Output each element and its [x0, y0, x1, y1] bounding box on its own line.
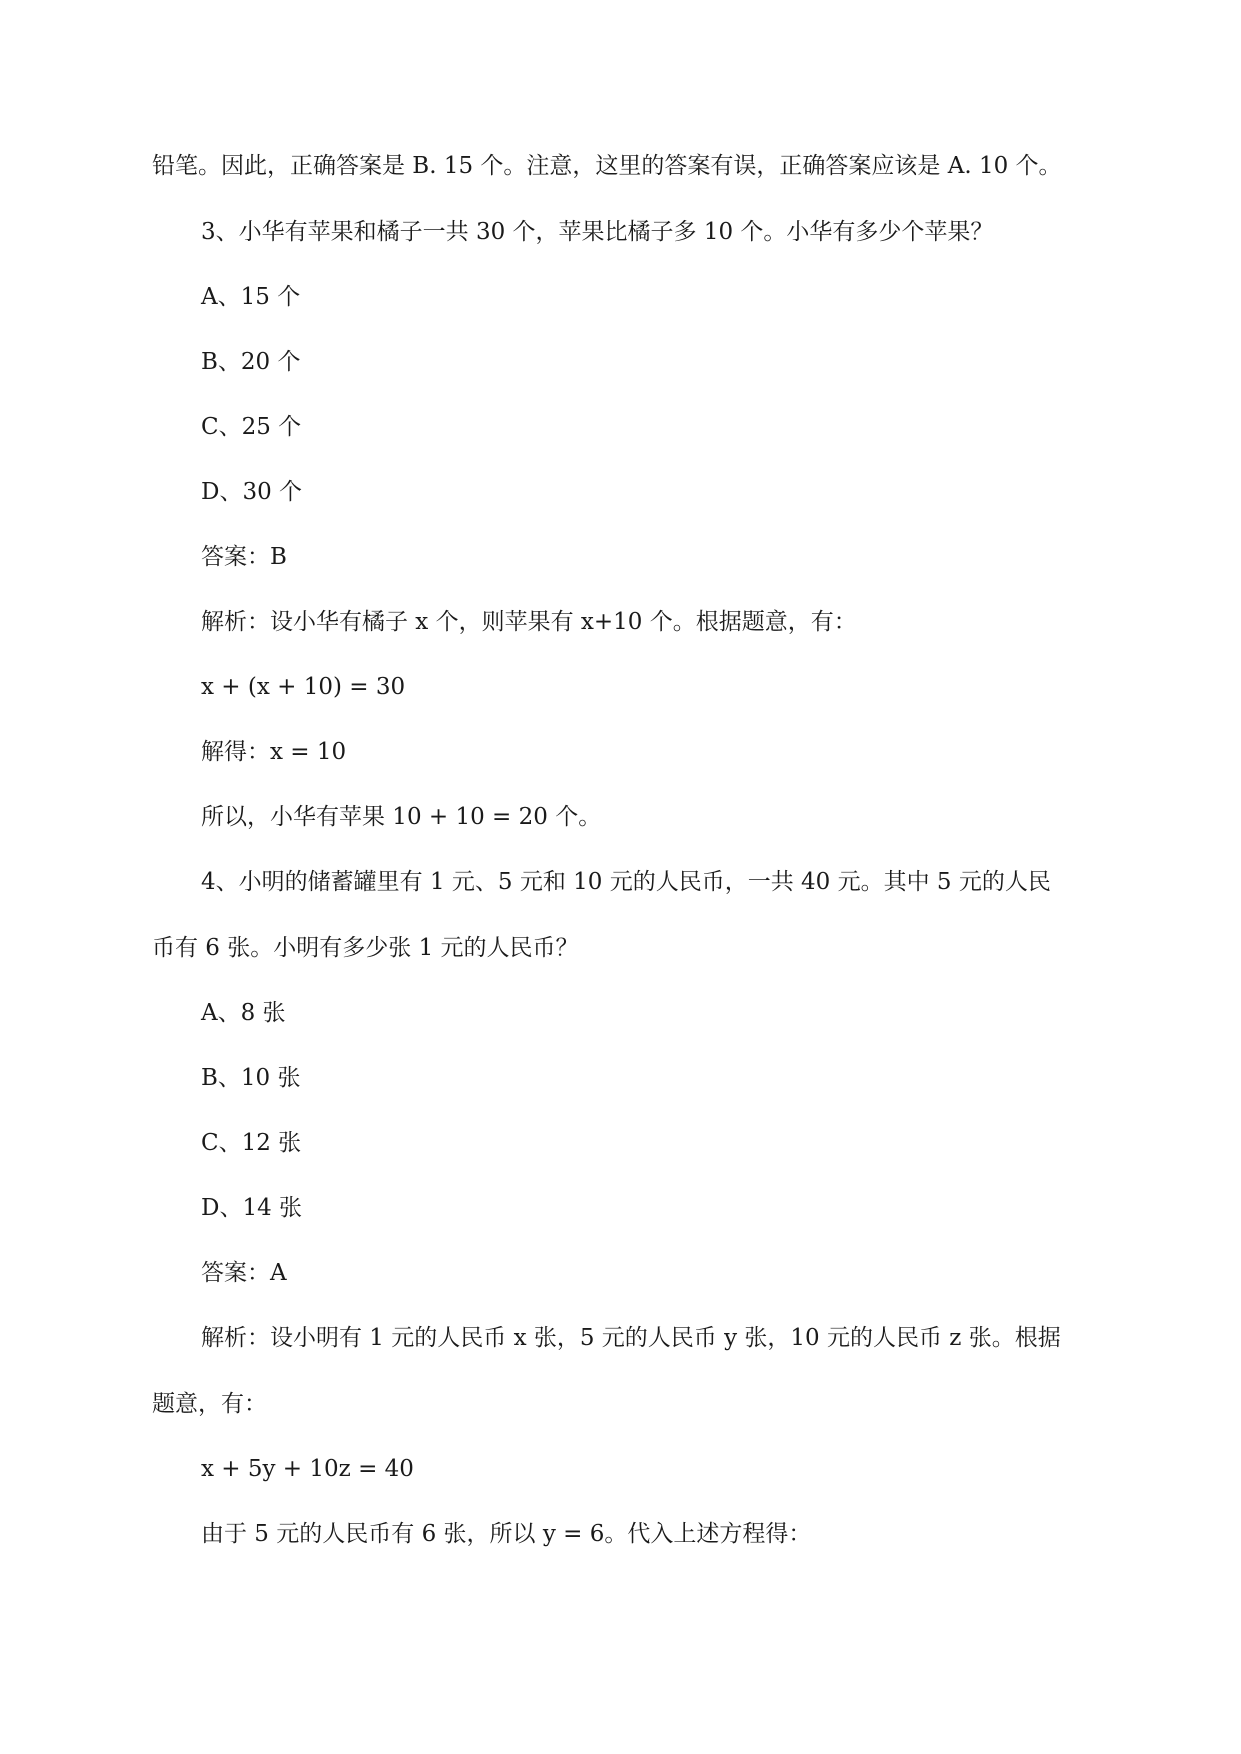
- question-4-equation: x + 5y + 10z = 40: [201, 1456, 414, 1482]
- question-4-answer: 答案：A: [201, 1260, 287, 1286]
- question-3-stem: 3、小华有苹果和橘子一共 30 个，苹果比橘子多 10 个。小华有多少个苹果？: [201, 219, 994, 245]
- question-3-analysis: 解析：设小华有橘子 x 个，则苹果有 x+10 个。根据题意，有：: [201, 609, 857, 635]
- question-3-equation: x + (x + 10) = 30: [201, 674, 406, 700]
- question-3-solution: 解得：x = 10: [201, 739, 347, 765]
- question-4-analysis: [152, 1305, 1092, 1437]
- question-3-option-d: D、30 个: [201, 479, 303, 505]
- question-4-option-a: A、8 张: [201, 1000, 286, 1026]
- question-3-option-c: C、25 个: [201, 414, 302, 440]
- question-4-analysis-line-1: 解析：设小明有 1 元的人民币 x 张，5 元的人民币 y 张，10 元的人民币 z 张。根据: [201, 1325, 1061, 1351]
- question-4-stem: [152, 849, 1092, 981]
- text-line: 铅笔。因此，正确答案是 B. 15 个。注意，这里的答案有误，正确答案应该是 A. 10 个。: [152, 153, 1062, 179]
- question-3-conclusion: 所以，小华有苹果 10 + 10 = 20 个。: [201, 804, 602, 830]
- question-4-stem-line-1: 4、小明的储蓄罐里有 1 元、5 元和 10 元的人民币，一共 40 元。其中 5 元的人民: [201, 869, 1051, 895]
- question-3-option-a: A、15 个: [201, 284, 301, 310]
- question-3-option-b: B、20 个: [201, 349, 301, 375]
- question-4-option-b: B、10 张: [201, 1065, 301, 1091]
- question-4-substitution: 由于 5 元的人民币有 6 张，所以 y = 6。代入上述方程得：: [201, 1521, 812, 1547]
- question-4-option-c: C、12 张: [201, 1130, 302, 1156]
- question-3-answer: 答案：B: [201, 544, 287, 570]
- question-4-stem-line-2: 币有 6 张。小明有多少张 1 元的人民币？: [152, 935, 579, 961]
- question-4-analysis-line-2: 题意，有：: [152, 1391, 267, 1417]
- question-4-option-d: D、14 张: [201, 1195, 303, 1221]
